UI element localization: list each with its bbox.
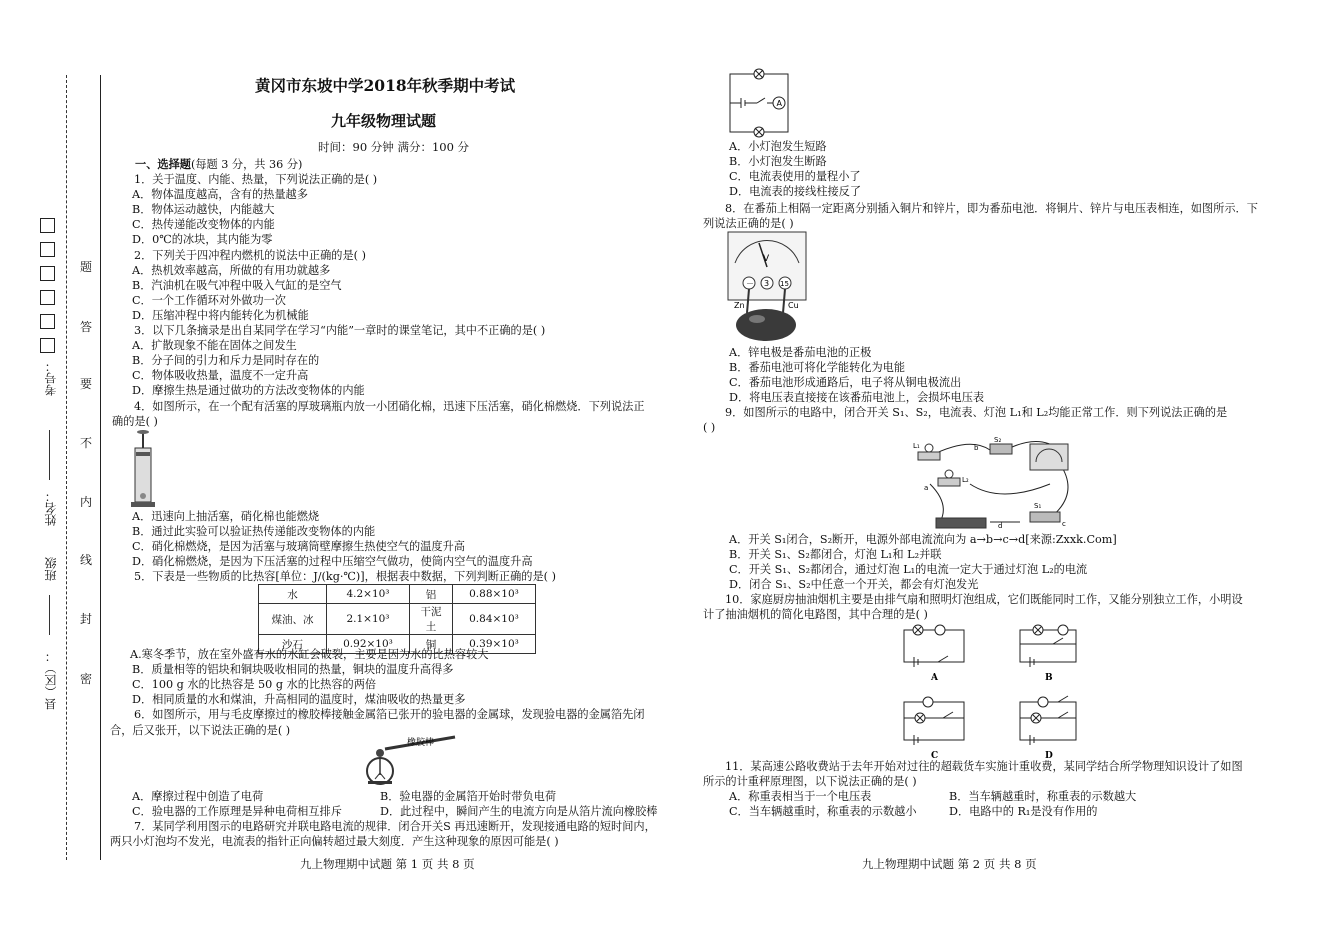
svg-text:S₂: S₂ — [994, 436, 1002, 444]
question-line: A．开关 S₁闭合，S₂断开，电源外部电流流向为 a→b→c→d[来源:Zxxk.Com] — [729, 533, 1117, 546]
name-field-line[interactable] — [49, 430, 50, 480]
table-cell: 水 — [259, 585, 327, 604]
seal-char: 封 — [80, 612, 93, 626]
class-field-line[interactable] — [49, 595, 50, 635]
table-cell: 铝 — [410, 585, 453, 604]
question-line: D．闭合 S₁、S₂中任意一个开关，都会有灯泡发光 — [729, 578, 979, 592]
parallel-circuit-figure — [727, 66, 792, 138]
name-label: 姓名： — [44, 490, 58, 526]
electroscope-figure — [360, 735, 470, 785]
svg-text:a: a — [924, 484, 929, 492]
question-line: 10．家庭厨房抽油烟机主要是由排气扇和照明灯泡组成，它们既能同时工作，又能分别独立工作，小明设 — [725, 593, 1243, 606]
question-line: A.寒冬季节，放在室外盛有水的水缸会破裂，主要是因为水的比热容较大 — [130, 648, 489, 661]
question-stem: 1．关于温度、内能、热量，下列说法正确的是( ) — [134, 173, 378, 186]
answer-option: D．压缩冲程中将内能转化为机械能 — [132, 308, 309, 322]
seal-char: 答 — [80, 320, 93, 334]
question-line: 两只小灯泡均不发光，电流表的指针正向偏转超过最大刻度．产生这种现象的原因可能是( ) — [110, 835, 559, 849]
question-line: A．锌电极是番茄电池的正极 — [729, 346, 872, 359]
school-title: 黄冈市东坡中学2018年秋季期中考试 — [255, 76, 516, 95]
question-line: 9．如图所示的电路中，闭合开关 S₁、S₂，电流表、灯泡 L₁和 L₂均能正常工作．则下列说法正确的是 — [725, 406, 1228, 419]
seal-char: 密 — [80, 672, 93, 686]
svg-text:3: 3 — [764, 279, 770, 288]
answer-option: A．热机效率越高，所做的有用功就越多 — [132, 263, 331, 277]
specific-heat-table — [258, 584, 536, 654]
question-line: B．开关 S₁、S₂都闭合，灯泡 L₁和 L₂并联 — [729, 548, 942, 562]
answer-option: B．汽油机在吸气冲程中吸入气缸的是空气 — [132, 278, 342, 292]
range-hood-circuits-figure — [898, 620, 1088, 760]
page-footer-1: 九上物理期中试题 第 1 页 共 8 页 — [300, 857, 475, 871]
svg-text:Cu: Cu — [788, 301, 799, 310]
answer-option: D．摩擦生热是通过做功的方法改变物体的内能 — [132, 384, 365, 398]
question-stem: 4．如图所示，在一个配有活塞的厚玻璃瓶内放一小团硝化棉，迅速下压活塞，硝化棉燃烧．下列说法正 — [134, 399, 645, 413]
option-label-b: B — [1045, 673, 1053, 683]
svg-text:c: c — [1062, 520, 1066, 528]
question-line: D．硝化棉燃烧，是因为下压活塞的过程中压缩空气做功，使筒内空气的温度升高 — [132, 555, 533, 569]
answer-option: A．物体温度越高，含有的热量越多 — [132, 188, 308, 202]
answer-option: 确的是( ) — [112, 414, 158, 428]
option-label-a: A — [931, 673, 938, 683]
table-cell: 沙石 — [259, 635, 327, 654]
question-line: B．质量相等的铝块和铜块吸收相同的热量，铜块的温度升高得多 — [132, 663, 454, 677]
question-line: A．迅速向上抽活塞，硝化棉也能燃烧 — [132, 510, 320, 523]
answer-option: C．验电器的工作原理是异种电荷相互排斥 — [132, 805, 342, 819]
question-line: 7．某同学利用图示的电路研究并联电路电流的规律．闭合开关S 再迅速断开，发现接通电路的短时间内， — [134, 820, 656, 833]
tomato-battery-figure — [727, 231, 807, 343]
section-title: 一、选择题 — [135, 157, 191, 171]
question-line: B．番茄电池可将化学能转化为电能 — [729, 361, 906, 375]
table-cell: 0.39×10³ — [453, 635, 536, 654]
time-info: 时间：90 分钟 满分：100 分 — [318, 140, 470, 154]
question-line: C．番茄电池形成通路后，电子将从铜电极流出 — [729, 376, 962, 390]
answer-option: A．称重表相当于一个电压表 — [729, 790, 872, 803]
answer-option: B．分子间的引力和斥力是同时存在的 — [132, 354, 320, 368]
answer-option: C．物体吸收热量，温度不一定升高 — [132, 369, 309, 383]
question-line: D．相同质量的水和煤油，升高相同的温度时，煤油吸收的热量更多 — [132, 693, 466, 707]
binding-margin — [0, 0, 110, 936]
question-line: B．通过此实验可以验证热传递能改变物体的内能 — [132, 525, 376, 539]
svg-text:A: A — [776, 99, 782, 108]
question-line: 所示的计重秤原理图，以下说法正确的是( ) — [703, 775, 917, 789]
table-cell: 0.92×10³ — [327, 635, 410, 654]
county-label: 县（区）： — [44, 650, 58, 710]
option-label-c: C — [931, 751, 939, 760]
seal-char: 不 — [80, 436, 93, 450]
answer-option: A．摩擦过程中创造了电荷 — [132, 790, 264, 803]
exam-no-label: 考号： — [44, 360, 58, 396]
seal-line-dashed — [66, 75, 67, 860]
question-line: 11．某高速公路收费站于去年开始对过往的超载货车实施计重收费，某同学结合所学物理知识设计了如图 — [725, 760, 1243, 773]
answer-option: B．当车辆越重时，称重表的示数越大 — [949, 790, 1137, 803]
svg-text:15: 15 — [780, 280, 789, 288]
answer-option: C．一个工作循环对外做功一次 — [132, 293, 286, 307]
question-line: C．电流表使用的量程小了 — [729, 170, 861, 184]
page-footer-2: 九上物理期中试题 第 2 页 共 8 页 — [862, 857, 1037, 871]
svg-text:L₁: L₁ — [913, 442, 920, 450]
table-cell: 0.84×10³ — [453, 604, 536, 635]
seal-char: 要 — [80, 377, 93, 391]
question-line: A．小灯泡发生短路 — [729, 140, 827, 153]
table-cell: 铜 — [410, 635, 453, 654]
piston-cylinder-figure — [128, 430, 158, 510]
answer-option: A．扩散现象不能在固体之间发生 — [132, 339, 297, 353]
table-cell: 0.88×10³ — [453, 585, 536, 604]
svg-text:d: d — [998, 522, 1003, 530]
question-line: 合，后又张开，以下说法正确的是( ) — [110, 723, 291, 737]
seal-line-solid — [100, 75, 101, 860]
table-cell: 4.2×10³ — [327, 585, 410, 604]
question-line: ( ) — [703, 421, 716, 435]
table-cell: 煤油、冰 — [259, 604, 327, 635]
answer-option: B．物体运动越快，内能越大 — [132, 203, 275, 217]
class-label: 班级 — [44, 557, 58, 581]
question-line: D．将电压表直接接在该番茄电池上，会损坏电压表 — [729, 391, 985, 405]
question-line: C．硝化棉燃烧，是因为活塞与玻璃筒壁摩擦生热使空气的温度升高 — [132, 540, 465, 554]
answer-option: C．热传递能改变物体的内能 — [132, 218, 275, 232]
table-cell: 干泥土 — [410, 604, 453, 635]
answer-option: D．电路中的 R₁是没有作用的 — [949, 805, 1098, 819]
rubber-rod-label: 橡胶棒 — [407, 738, 435, 748]
svg-text:b: b — [974, 444, 979, 452]
svg-text:－: － — [746, 279, 754, 288]
question-line: 8．在番茄上相隔一定距离分别插入铜片和锌片，即为番茄电池．将铜片、锌片与电压表相连，如图所示．下 — [725, 202, 1258, 215]
option-label-d: D — [1045, 751, 1053, 760]
answer-option: C．当车辆越重时，称重表的示数越小 — [729, 805, 917, 819]
svg-text:S₁: S₁ — [1034, 502, 1042, 510]
section-note: (每题 3 分，共 36 分) — [190, 158, 303, 171]
exam-number-boxes[interactable] — [40, 218, 56, 362]
seal-char: 内 — [80, 495, 93, 509]
seal-char: 题 — [80, 260, 93, 274]
question-line: B．小灯泡发生断路 — [729, 155, 827, 169]
question-stem: 2．下列关于四冲程内燃机的说法中正确的是( ) — [134, 248, 366, 262]
question-line: 6．如图所示，用与毛皮摩擦过的橡胶棒接触金属箔已张开的验电器的金属球，发现验电器的金属箔先闭 — [134, 708, 645, 722]
answer-option: D．0℃的冰块，其内能为零 — [132, 233, 273, 247]
question-line: 计了抽油烟机的简化电路图，其中合理的是( ) — [703, 608, 928, 622]
answer-option: B．验电器的金属箔开始时带负电荷 — [380, 790, 557, 803]
svg-text:L₂: L₂ — [962, 476, 969, 484]
question-line: C．100 g 水的比热容是 50 g 水的比热容的两倍 — [132, 678, 377, 692]
svg-text:Zn: Zn — [734, 301, 745, 310]
subject-title: 九年级物理试题 — [331, 112, 437, 130]
answer-option: D．此过程中，瞬间产生的电流方向是从箔片流向橡胶棒 — [380, 805, 658, 819]
question-line: C．开关 S₁、S₂都闭合，通过灯泡 L₁的电流一定大于通过灯泡 L₂的电流 — [729, 563, 1088, 577]
physical-circuit-figure — [910, 434, 1090, 530]
table-cell: 2.1×10³ — [327, 604, 410, 635]
seal-char: 线 — [80, 553, 93, 567]
question-line: 5．下表是一些物质的比热容[单位：J/(kg·℃)]，根据表中数据，下列判断正确的是( ) — [134, 570, 556, 584]
question-line: D．电流表的接线柱接反了 — [729, 185, 862, 199]
question-stem: 3．以下几条摘录是出自某同学在学习“内能”一章时的课堂笔记，其中不正确的是( ) — [134, 324, 546, 337]
question-line: 列说法正确的是( ) — [703, 217, 794, 231]
svg-text:V: V — [763, 254, 770, 264]
section-heading — [135, 157, 302, 172]
